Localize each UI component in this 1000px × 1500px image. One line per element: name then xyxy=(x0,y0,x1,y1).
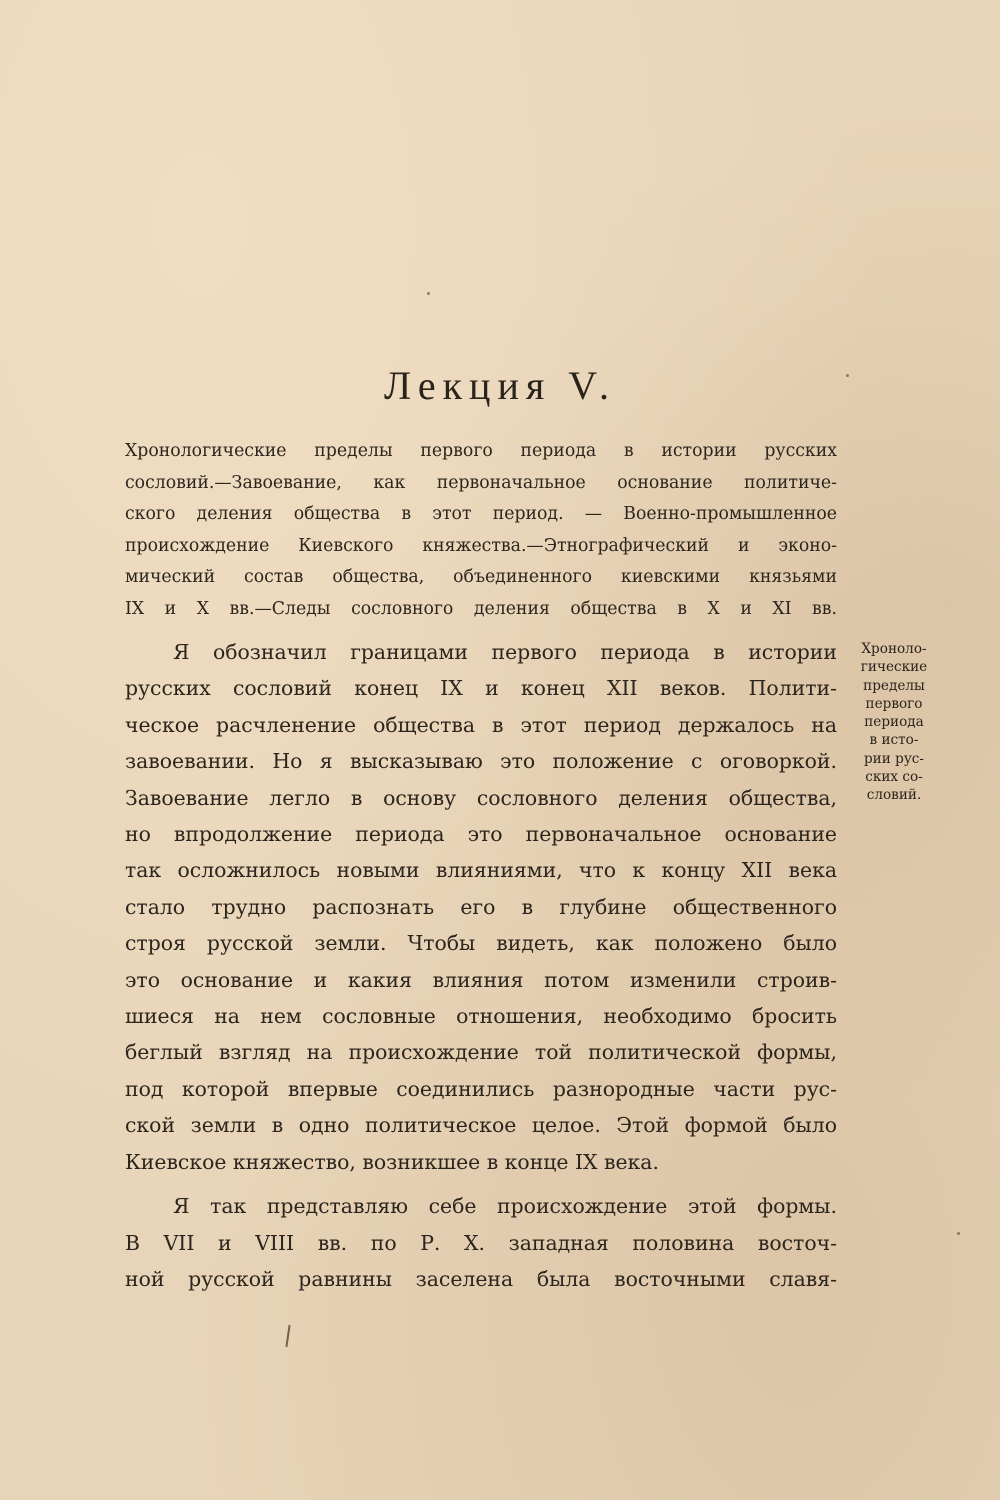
text-line: шиеся на нем сословные отношения, необходимо бросить xyxy=(125,1004,837,1029)
text-line: строя русской земли. Чтобы видеть, как положено было xyxy=(125,931,837,956)
marginal-line: Хроноло- xyxy=(861,641,927,657)
marginal-line: первого xyxy=(865,695,923,712)
marginal-line: ских со- xyxy=(865,769,923,786)
text-line: это основание и какия влияния потом изменили строив- xyxy=(125,967,837,992)
chapter-summary xyxy=(125,436,837,626)
text-line: под которой впервые соединились разнородные части рус- xyxy=(125,1076,837,1101)
text-line: русских сословий конец IX и конец XII веков. Полити- xyxy=(125,676,837,701)
marginal-note xyxy=(848,640,940,805)
lecture-title: Лекция V. xyxy=(384,363,616,408)
text-line: ческое расчленение общества в этот период держалось на xyxy=(125,712,837,737)
paper-speck xyxy=(846,374,849,377)
paragraph-1 xyxy=(125,634,837,1180)
main-text xyxy=(125,634,837,1297)
text-line: Киевское княжество, возникшее в конце IX века. xyxy=(125,1149,659,1174)
summary-line: IX и X вв.—Следы сословного деления общества в X и XI вв. xyxy=(125,598,837,619)
summary-line: происхождение Киевского княжества.—Этнографический и эконо- xyxy=(125,535,837,556)
marginal-line: периода xyxy=(864,714,924,731)
text-line: завоевании. Но я высказываю это положение с оговоркой. xyxy=(125,749,837,774)
summary-line: ского деления общества в этот период. — Военно-промышленное xyxy=(125,504,837,525)
text-line: Я так представляю себе происхождение этой формы. xyxy=(173,1194,837,1219)
summary-line: мический состав общества, объединенного киевскими князьями xyxy=(125,567,837,588)
marginal-line: словий. xyxy=(866,787,922,804)
marginal-line: пределы xyxy=(863,677,925,694)
text-line: стало трудно распознать его в глубине общественного xyxy=(125,894,837,919)
text-line: ной русской равнины заселена была восточными славя- xyxy=(125,1266,837,1291)
marginal-line: рии рус- xyxy=(863,750,925,767)
marginal-line: гические xyxy=(860,659,928,676)
text-line: Я обозначил границами первого периода в истории xyxy=(173,640,837,664)
summary-line: сословий.—Завоевание, как первоначальное основание политиче- xyxy=(125,472,837,493)
text-line: ской земли в одно политическое целое. Этой формой было xyxy=(125,1113,837,1138)
paper-mark xyxy=(285,1325,290,1347)
summary-line: Хронологические пределы первого периода в истории русских xyxy=(125,441,837,461)
text-line: В VII и VIII вв. по Р. Х. западная половина восточ- xyxy=(125,1230,837,1255)
paper-speck xyxy=(427,292,430,295)
text-line: беглый взгляд на происхождение той политической формы, xyxy=(125,1040,837,1065)
text-line: так осложнилось новыми влияниями, что к концу XII века xyxy=(125,858,837,883)
paper-speck xyxy=(957,1232,960,1235)
text-line: Завоевание легло в основу сословного деления общества, xyxy=(125,785,837,810)
text-line: но впродолжение периода это первоначальное основание xyxy=(125,822,837,847)
marginal-line: в исто- xyxy=(869,732,919,749)
paragraph-2 xyxy=(125,1188,837,1297)
